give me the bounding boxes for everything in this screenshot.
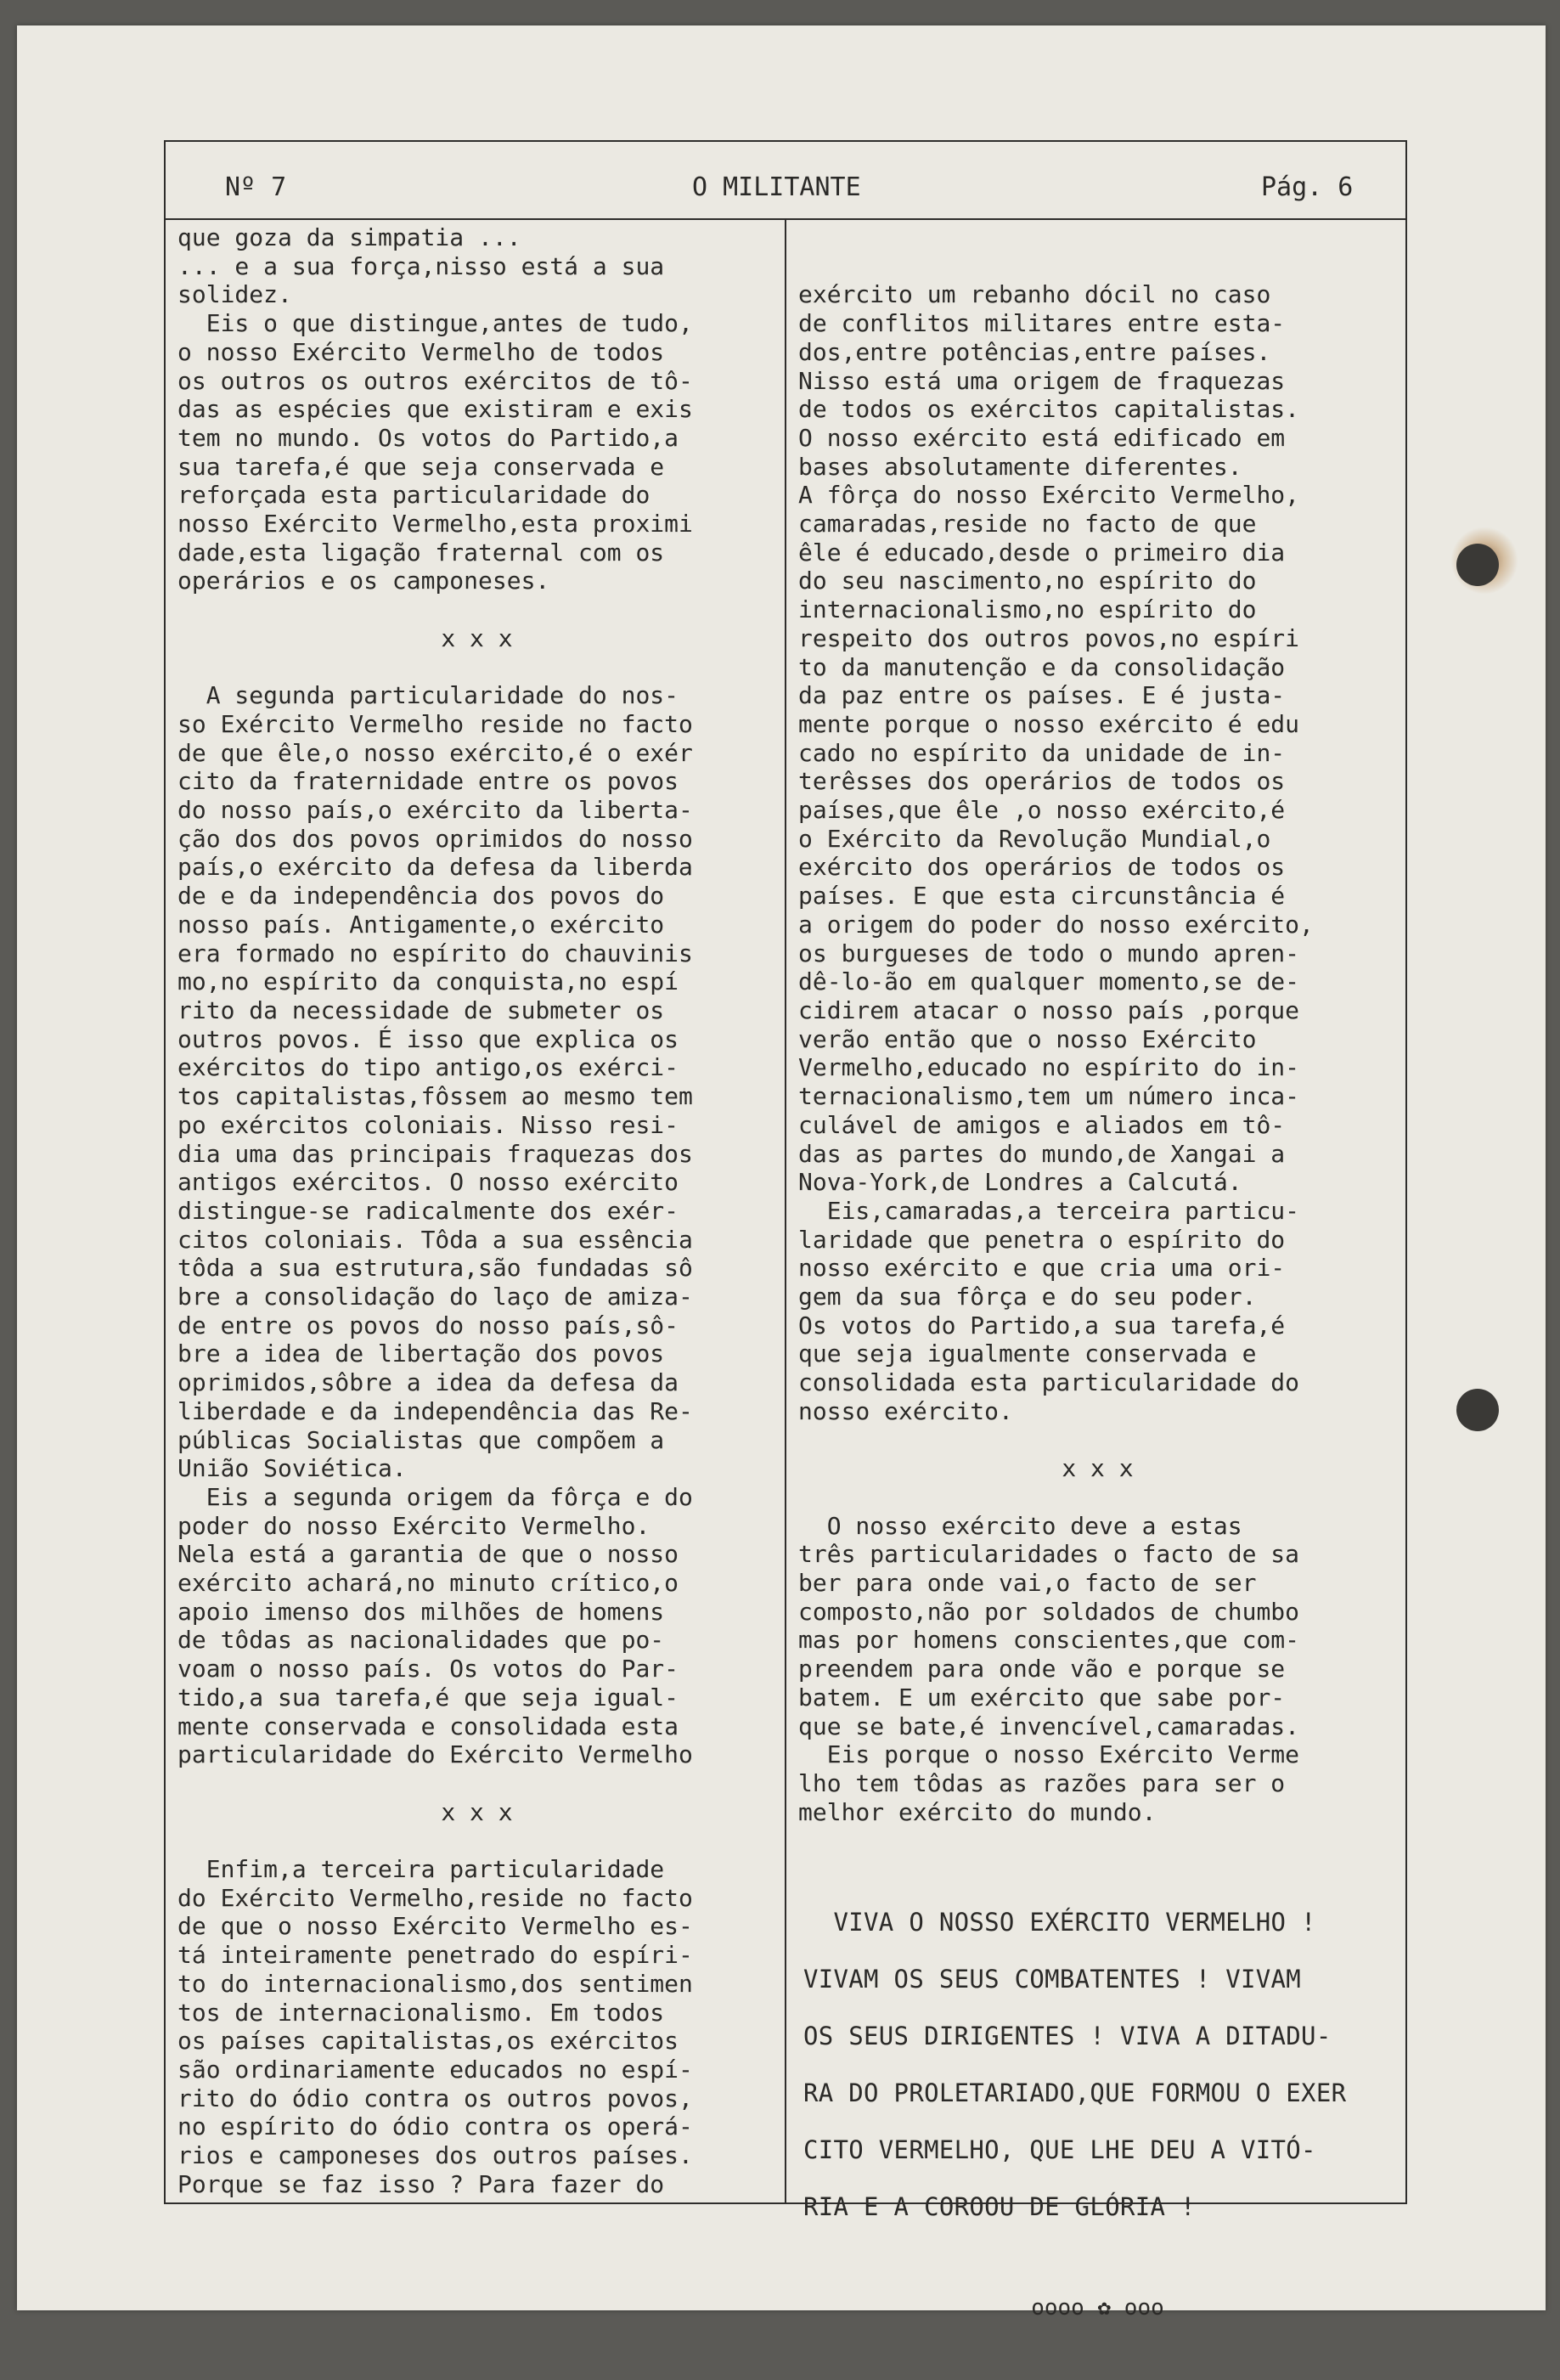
text-line: sua tarefa,é que seja conservada e bbox=[177, 452, 665, 481]
text-line: terêsses dos operários de todos os bbox=[798, 767, 1286, 796]
text-line: rios e camponeses dos outros países. bbox=[177, 2141, 693, 2170]
text-line: distingue-se radicalmente dos exér- bbox=[177, 1196, 679, 1225]
text-line: rito da necessidade de submeter os bbox=[177, 995, 665, 1024]
text-line: dia uma das principais fraquezas dos bbox=[177, 1139, 693, 1168]
text-line: laridade que penetra o espírito do bbox=[798, 1225, 1286, 1254]
text-line: reforçada esta particularidade do bbox=[177, 481, 650, 510]
text-line: ber para onde vai,o facto de ser bbox=[798, 1569, 1257, 1598]
text-line: nosso exército e que cria uma ori- bbox=[798, 1254, 1286, 1283]
text-line: cito da fraternidade entre os povos bbox=[177, 767, 679, 796]
slogan-line: RIA E A COROOU DE GLÓRIA ! bbox=[803, 2191, 1196, 2221]
text-line bbox=[177, 1826, 776, 1855]
text-line: preendem para onde vão e porque se bbox=[798, 1655, 1286, 1683]
text-line: que goza da simpatia ... bbox=[177, 223, 521, 251]
text-line: apoio imenso dos milhões de homens bbox=[177, 1597, 665, 1626]
text-line: Vermelho,educado no espírito do in- bbox=[798, 1053, 1300, 1082]
text-line: Enfim,a terceira particularidade bbox=[177, 1855, 665, 1884]
text-line: bre a idea de libertação dos povos bbox=[177, 1339, 665, 1368]
text-line: de que êle,o nosso exército,é o exér bbox=[177, 738, 693, 767]
text-line: de todos os exércitos capitalistas. bbox=[798, 395, 1300, 424]
text-line: Eis,camaradas,a terceira particu- bbox=[798, 1196, 1300, 1225]
text-line: respeito dos outros povos,no espíri bbox=[798, 623, 1300, 652]
slogan-line: VIVAM OS SEUS COMBATENTES ! VIVAM bbox=[803, 1964, 1302, 1994]
text-line: nosso país. Antigamente,o exército bbox=[177, 910, 665, 939]
text-line: mente porque o nosso exército é edu bbox=[798, 709, 1300, 738]
punch-hole-top bbox=[1456, 544, 1499, 586]
text-line: públicas Socialistas que compõem a bbox=[177, 1425, 665, 1454]
text-line: tos capitalistas,fôssem ao mesmo tem bbox=[177, 1082, 693, 1111]
text-line: de que o nosso Exército Vermelho es- bbox=[177, 1912, 693, 1941]
punch-hole-bottom bbox=[1456, 1389, 1499, 1431]
text-line: liberdade e da independência das Re- bbox=[177, 1396, 693, 1425]
text-line: países. E que esta circunstância é bbox=[798, 882, 1286, 911]
text-line: mo,no espírito da conquista,no espí bbox=[177, 967, 679, 996]
text-line: Eis o que distingue,antes de tudo, bbox=[177, 309, 693, 338]
slogan-line: VIVA O NOSSO EXÉRCITO VERMELHO ! bbox=[803, 1907, 1316, 1937]
text-line: Nova-York,de Londres a Calcutá. bbox=[798, 1168, 1242, 1197]
text-line: era formado no espírito do chauvinis bbox=[177, 939, 693, 967]
text-line: solidez. bbox=[177, 280, 292, 309]
text-line: bre a consolidação do laço de amiza- bbox=[177, 1283, 693, 1311]
text-line: batem. E um exército que sabe por- bbox=[798, 1683, 1286, 1712]
text-line: do Exército Vermelho,reside no facto bbox=[177, 1883, 693, 1912]
text-line: cidirem atacar o nosso país ,porque bbox=[798, 995, 1300, 1024]
text-line: poder do nosso Exército Vermelho. bbox=[177, 1511, 650, 1540]
text-line: êle é educado,desde o primeiro dia bbox=[798, 538, 1286, 567]
text-line: mente conservada e consolidada esta bbox=[177, 1712, 679, 1740]
text-line: os outros os outros exércitos de tô- bbox=[177, 366, 693, 395]
newspaper-title: O MILITANTE bbox=[692, 172, 861, 202]
text-line: a origem do poder do nosso exército, bbox=[798, 910, 1314, 939]
text-line: O nosso exército está edificado em bbox=[798, 423, 1286, 452]
text-line bbox=[177, 1769, 776, 1798]
text-line: que se bate,é invencível,camaradas. bbox=[798, 1712, 1300, 1740]
text-line: ... e a sua força,nisso está a sua bbox=[177, 251, 665, 280]
section-separator: x x x bbox=[1062, 1454, 1134, 1483]
section-separator: x x x bbox=[441, 623, 513, 652]
document-sheet bbox=[17, 25, 1546, 2321]
text-line: to do internacionalismo,dos sentimen bbox=[177, 1969, 693, 1998]
text-line: tem no mundo. Os votos do Partido,a bbox=[177, 423, 679, 452]
text-line: mas por homens conscientes,que com- bbox=[798, 1626, 1300, 1655]
text-line: rito do ódio contra os outros povos, bbox=[177, 2084, 693, 2112]
text-line: do nosso país,o exército da liberta- bbox=[177, 796, 693, 825]
slogan-line: RA DO PROLETARIADO,QUE FORMOU O EXER bbox=[803, 2078, 1347, 2107]
text-line: Eis porque o nosso Exército Verme bbox=[798, 1740, 1300, 1769]
text-line: o nosso Exército Vermelho de todos bbox=[177, 337, 665, 366]
text-line: Nela está a garantia de que o nosso bbox=[177, 1540, 679, 1569]
text-line: O nosso exército deve a estas bbox=[798, 1511, 1242, 1540]
text-line: bases absolutamente diferentes. bbox=[798, 452, 1242, 481]
text-line: culável de amigos e aliados em tô- bbox=[798, 1110, 1286, 1139]
text-line: tido,a sua tarefa,é que seja igual- bbox=[177, 1683, 679, 1712]
section-separator: x x x bbox=[441, 1797, 513, 1826]
issue-number: Nº 7 bbox=[225, 172, 287, 202]
text-line: exército achará,no minuto crítico,o bbox=[177, 1569, 679, 1598]
text-line: União Soviética. bbox=[177, 1454, 407, 1483]
text-line: tos de internacionalismo. Em todos bbox=[177, 1998, 665, 2027]
end-mark: oooo ✿ ooo bbox=[1031, 2295, 1164, 2321]
text-line: so Exército Vermelho reside no facto bbox=[177, 709, 693, 738]
text-line: país,o exército da defesa da liberda bbox=[177, 853, 693, 882]
text-line: de entre os povos do nosso país,sô- bbox=[177, 1311, 679, 1339]
text-line: das as partes do mundo,de Xangai a bbox=[798, 1139, 1286, 1168]
text-line: países,que êle ,o nosso exército,é bbox=[798, 796, 1286, 825]
text-line: ternacionalismo,tem um número inca- bbox=[798, 1082, 1300, 1111]
page-frame bbox=[164, 140, 1407, 2321]
text-line: tôda a sua estrutura,são fundadas sô bbox=[177, 1254, 693, 1283]
text-line: cado no espírito da unidade de in- bbox=[798, 738, 1286, 767]
text-line: A fôrça do nosso Exército Vermelho, bbox=[798, 481, 1300, 510]
text-line: os burgueses de todo o mundo apren- bbox=[798, 939, 1300, 967]
text-line: de tôdas as nacionalidades que po- bbox=[177, 1626, 665, 1655]
text-line: particularidade do Exército Vermelho bbox=[177, 1740, 693, 1769]
slogan-line: OS SEUS DIRIGENTES ! VIVA A DITADU- bbox=[803, 2021, 1332, 2050]
text-line: citos coloniais. Tôda a sua essência bbox=[177, 1225, 693, 1254]
text-line: de e da independência dos povos do bbox=[177, 882, 665, 911]
text-line: verão então que o nosso Exército bbox=[798, 1024, 1257, 1053]
text-line: exército dos operários de todos os bbox=[798, 853, 1286, 882]
right-column-body bbox=[798, 280, 1397, 1826]
text-line: Eis a segunda origem da fôrça e do bbox=[177, 1482, 693, 1511]
right-column bbox=[786, 220, 1405, 2321]
text-line: A segunda particularidade do nos- bbox=[177, 681, 679, 710]
text-line bbox=[177, 653, 776, 682]
text-line: camaradas,reside no facto de que bbox=[798, 510, 1257, 539]
text-line: voam o nosso país. Os votos do Par- bbox=[177, 1655, 679, 1683]
text-line: dos,entre potências,entre países. bbox=[798, 337, 1271, 366]
text-line: tá inteiramente penetrado do espíri- bbox=[177, 1941, 693, 1970]
text-line: do seu nascimento,no espírito do bbox=[798, 567, 1257, 595]
text-line: nosso Exército Vermelho,esta proximi bbox=[177, 510, 693, 539]
text-line: melhor exército do mundo. bbox=[798, 1797, 1157, 1826]
text-line: lho tem tôdas as razões para ser o bbox=[798, 1768, 1286, 1797]
text-line: Nisso está uma origem de fraquezas bbox=[798, 366, 1286, 395]
text-line: internacionalismo,no espírito do bbox=[798, 595, 1257, 624]
text-line: gem da sua fôrça e do seu poder. bbox=[798, 1283, 1257, 1311]
text-line: to da manutenção e da consolidação bbox=[798, 652, 1286, 681]
text-line: composto,não por soldados de chumbo bbox=[798, 1597, 1300, 1626]
text-line: das as espécies que existiram e exis bbox=[177, 395, 693, 424]
text-line: que seja igualmente conservada e bbox=[798, 1339, 1257, 1368]
text-line bbox=[177, 595, 776, 624]
text-line: os países capitalistas,os exércitos bbox=[177, 2027, 679, 2056]
left-column bbox=[166, 220, 786, 2202]
text-line: no espírito do ódio contra os operá- bbox=[177, 2112, 693, 2141]
slogan-block bbox=[798, 1894, 1397, 2236]
page-number: Pág. 6 bbox=[1261, 172, 1354, 202]
text-line: po exércitos coloniais. Nisso resi- bbox=[177, 1110, 679, 1139]
text-line: dade,esta ligação fraternal com os bbox=[177, 538, 665, 567]
text-line: exército um rebanho dócil no caso bbox=[798, 280, 1271, 309]
text-line: exércitos do tipo antigo,os exérci- bbox=[177, 1053, 679, 1082]
text-line: da paz entre os países. E é justa- bbox=[798, 681, 1286, 710]
text-line: o Exército da Revolução Mundial,o bbox=[798, 824, 1271, 853]
text-line bbox=[798, 1483, 1397, 1512]
text-line: nosso exército. bbox=[798, 1396, 1013, 1425]
text-line: ção dos dos povos oprimidos do nosso bbox=[177, 824, 693, 853]
text-line: oprimidos,sôbre a idea da defesa da bbox=[177, 1368, 679, 1397]
slogan-line: CITO VERMELHO, QUE LHE DEU A VITÓ- bbox=[803, 2135, 1316, 2164]
page-header bbox=[166, 142, 1405, 220]
text-line: Os votos do Partido,a sua tarefa,é bbox=[798, 1311, 1286, 1339]
text-line: de conflitos militares entre esta- bbox=[798, 309, 1286, 338]
text-line bbox=[798, 1426, 1397, 1455]
text-line: três particularidades o facto de sa bbox=[798, 1540, 1300, 1569]
text-line: antigos exércitos. O nosso exército bbox=[177, 1168, 679, 1197]
text-line: são ordinariamente educados no espí- bbox=[177, 2056, 693, 2084]
text-line: dê-lo-ão em qualquer momento,se de- bbox=[798, 967, 1300, 996]
text-line: Porque se faz isso ? Para fazer do bbox=[177, 2169, 665, 2198]
text-line: operários e os camponeses. bbox=[177, 567, 550, 595]
text-line: outros povos. É isso que explica os bbox=[177, 1024, 679, 1053]
text-line: consolidada esta particularidade do bbox=[798, 1368, 1300, 1397]
